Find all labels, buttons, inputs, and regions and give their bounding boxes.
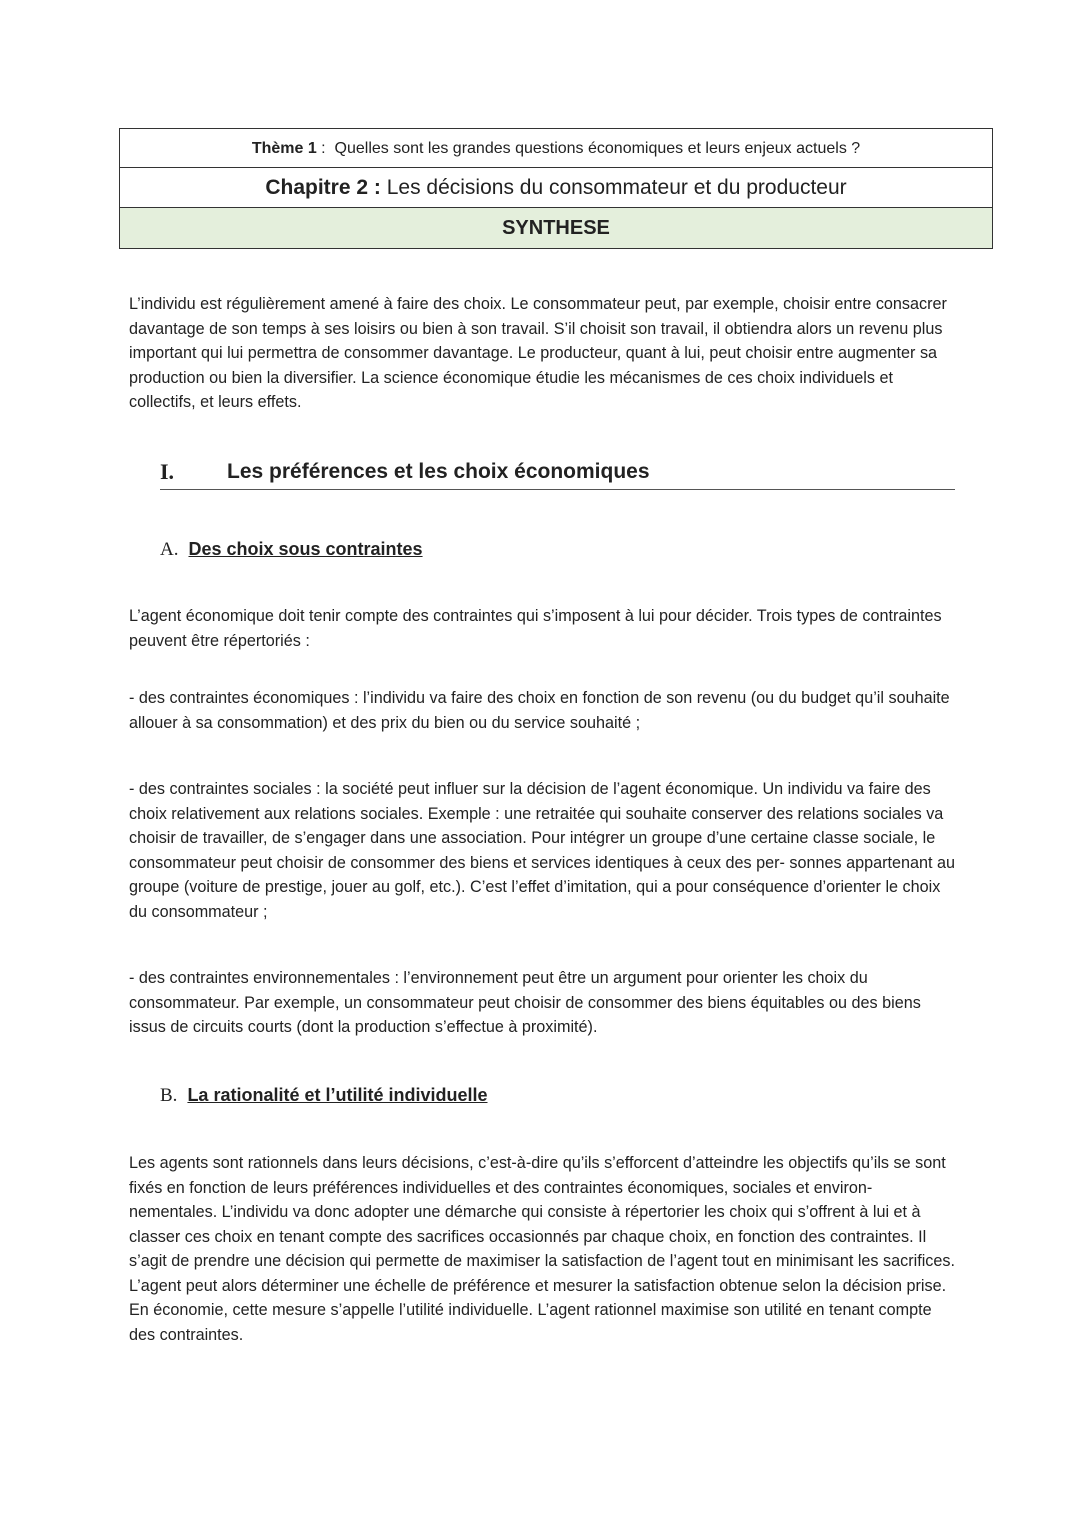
subsection-b-letter: B. (160, 1085, 178, 1106)
section-1-title: Les préférences et les choix économiques (227, 460, 650, 483)
section-1-number: I. (160, 459, 175, 484)
theme-text: Quelles sont les grandes questions économiques et leurs enjeux actuels ? (334, 140, 861, 157)
theme-row (120, 129, 992, 168)
subsection-a-paragraph-3: - des contraintes sociales : la société peut influer sur la décision de l’agent économique. Un individu va faire des choix relativement aux relations sociales. Exemple : une retraitée qui souhaite conserver des relations sociales va choisir de travailler, de s’engager dans une association. Pour intégrer un groupe d’une certaine classe sociale, le consommateur peut choisir de consommer des biens et services identiques à ceux des per- sonnes appartenant au groupe (voiture de prestige, jouer au golf, etc.). C’est l’effet d’imitation, qui a pour conséquence d’orienter le choix du consommateur ; (129, 780, 956, 921)
theme-separator: : (316, 140, 335, 157)
subsection-a-paragraph-4: - des contraintes environnementales : l’environnement peut être un argument pour orienter les choix du consommateur. Par exemple, un consommateur peut choisir de consommer des biens équitables ou des biens issus de circuits courts (dont la production s’effectue à proximité). (129, 969, 921, 1036)
theme-label: Thème 1 (251, 140, 317, 157)
subsection-a-letter: A. (160, 539, 179, 560)
subsection-b-heading (160, 1082, 488, 1109)
chapter-label: Chapitre 2 : (265, 176, 381, 199)
subsection-b-title: La rationalité et l’utilité individuelle (187, 1085, 488, 1105)
section-1-heading (160, 456, 955, 490)
chapter-text: Les décisions du consommateur et du producteur (380, 176, 847, 199)
subsection-a-title: Des choix sous contraintes (188, 539, 423, 559)
header-table (119, 128, 993, 249)
subsection-a-paragraph-1: L’agent économique doit tenir compte des contraintes qui s’imposent à lui pour décider. Trois types de contraintes peuvent être répertoriés : (129, 607, 942, 650)
intro-paragraph: L’individu est régulièrement amené à faire des choix. Le consommateur peut, par exemple, choisir entre consacrer davantage de son temps à ses loisirs ou bien à son travail. S’il choisit son travail, il obtiendra alors un revenu plus important qui lui permettra de consommer davantage. Le producteur, quant à lui, peut choisir entre augmenter sa production ou bien la diversifier. La science économique étudie les mécanismes de ces choix individuels et collectifs, et leurs effets. (129, 295, 947, 411)
subsection-a-heading (160, 536, 423, 563)
synthese-label: SYNTHESE (502, 217, 610, 239)
subsection-b-paragraph-1: Les agents sont rationnels dans leurs décisions, c’est-à-dire qu’ils s’efforcent d’atteindre les objectifs qu’ils se sont fixés en fonction de leurs préférences individuelles et des contraintes économiques, sociales et environ- nementales. L’individu va donc adopter une démarche qui consiste à répertorier les choix qui s’offrent à lui et à classer ces choix en tenant compte des sacrifices occasionnés par chaque choix, en fonction des contraintes. Il s’agit de prendre une décision qui permette de maximiser la satisfaction de l’agent tout en minimisant les sacrifices. L’agent peut alors déterminer une échelle de préférence et mesurer la satisfaction obtenue selon la décision prise. En économie, cette mesure s’appelle l’utilité individuelle. L’agent rationnel maximise son utilité en tenant compte des contraintes. (129, 1154, 955, 1344)
subsection-a-paragraph-2: - des contraintes économiques : l’individu va faire des choix en fonction de son revenu (ou du budget qu’il souhaite allouer à sa consommation) et des prix du bien ou du service souhaité ; (129, 689, 950, 732)
chapter-row (120, 168, 992, 208)
synthese-row (120, 208, 992, 248)
